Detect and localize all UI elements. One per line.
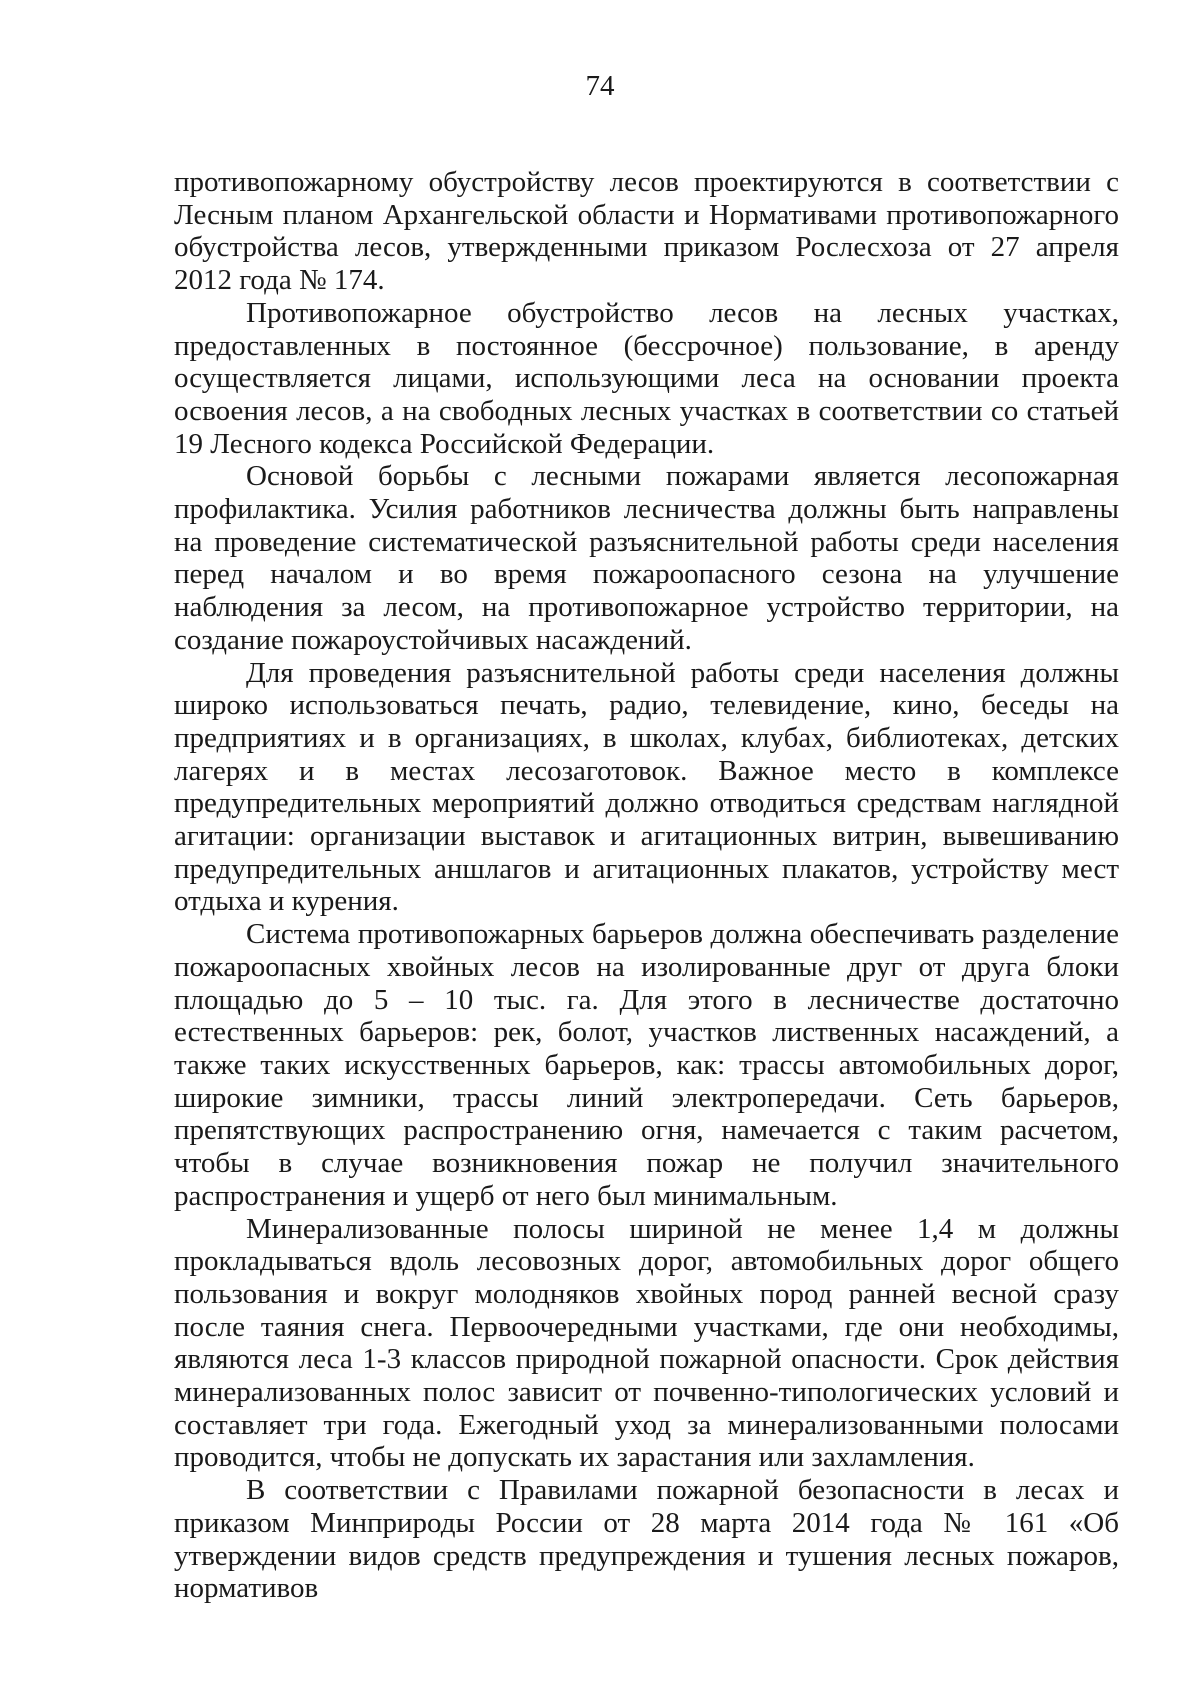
paragraph-fire-prevention: Основой борьбы с лесными пожарами является лесопожарная профилактика. Усилия работников лесничества должны быть направлены на проведение систематической разъяснительной работы среди населения перед началом и во время пожароопасного сезона на улучшение наблюдения за лесом, на противопожарное устройство территории, на создание пожароустойчивых насаждений. [174, 460, 1119, 656]
page-number: 74 [585, 70, 615, 102]
paragraph-regulations: В соответствии с Правилами пожарной безопасности в лесах и приказом Минприроды России от 28 марта 2014 года № 161 «Об утверждении видов средств предупреждения и тушения лесных пожаров, нормативов [174, 1474, 1119, 1605]
paragraph-mineralized-strips: Минерализованные полосы шириной не менее 1,4 м должны прокладываться вдоль лесовозных дорог, автомобильных дорог общего пользования и вокруг молодняков хвойных пород ранней весной сразу после таяния снега. Первоочередными участками, где они необходимы, являются леса 1-3 классов природной пожарной опасности. Срок действия минерализованных полос зависит от почвенно-типологических условий и составляет три года. Ежегодный уход за минерализованными полосами проводится, чтобы не допускать их зарастания или захламления. [174, 1212, 1119, 1474]
document-body [174, 166, 1119, 1605]
paragraph-continuation: противопожарному обустройству лесов проектируются в соответствии с Лесным планом Архангельской области и Нормативами противопожарного обустройства лесов, утвержденными приказом Рослесхоза от 27 апреля 2012 года № 174. [174, 166, 1119, 297]
paragraph-outreach: Для проведения разъяснительной работы среди населения должны широко использоваться печать, радио, телевидение, кино, беседы на предприятиях и в организациях, в школах, клубах, библиотеках, детских лагерях и в местах лесозаготовок. Важное место в комплексе предупредительных мероприятий должно отводиться средствам наглядной агитации: организации выставок и агитационных витрин, вывешиванию предупредительных аншлагов и агитационных плакатов, устройству мест отдыха и курения. [174, 656, 1119, 918]
paragraph-fire-arrangement: Противопожарное обустройство лесов на лесных участках, предоставленных в постоянное (бессрочное) пользование, в аренду осуществляется лицами, использующими леса на основании проекта освоения лесов, а на свободных лесных участках в соответствии со статьей 19 Лесного кодекса Российской Федерации. [174, 296, 1119, 460]
paragraph-fire-barriers: Система противопожарных барьеров должна обеспечивать разделение пожароопасных хвойных лесов на изолированные друг от друга блоки площадью до 5 – 10 тыс. га. Для этого в лесничестве достаточно естественных барьеров: рек, болот, участков лиственных насаждений, а также таких искусственных барьеров, как: трассы автомобильных дорог, широкие зимники, трассы линий электропередачи. Сеть барьеров, препятствующих распространению огня, намечается с таким расчетом, чтобы в случае возникновения пожар не получил значительного распространения и ущерб от него был минимальным. [174, 918, 1119, 1212]
